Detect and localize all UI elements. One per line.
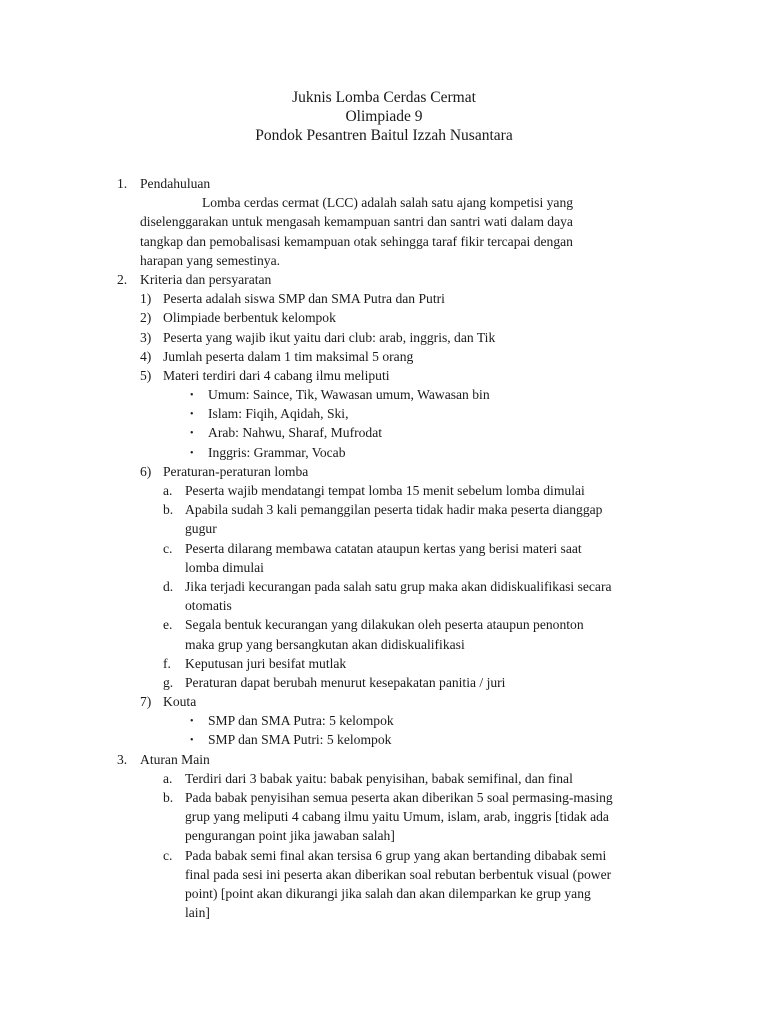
paragraph-line bbox=[0, 212, 768, 231]
lettered-item bbox=[0, 539, 768, 558]
lettered-item bbox=[0, 577, 768, 596]
lettered-text: Jika terjadi kecurangan pada salah satu grup maka akan didiskualifikasi secara bbox=[185, 578, 612, 594]
lettered-item-continuation bbox=[0, 884, 768, 903]
document-body bbox=[0, 174, 768, 922]
list-item-text: Kouta bbox=[163, 694, 197, 710]
list-marker: 2) bbox=[140, 310, 152, 326]
institution-name: Pondok Pesantren Baitul Izzah Nusantara bbox=[255, 127, 513, 144]
section-heading bbox=[0, 174, 768, 193]
paragraph-line bbox=[0, 232, 768, 251]
section-heading bbox=[0, 750, 768, 769]
paragraph-line bbox=[0, 193, 768, 212]
lettered-text: Keputusan juri besifat mutlak bbox=[185, 655, 347, 671]
document-title: Juknis Lomba Cerdas Cermat bbox=[292, 89, 476, 106]
list-marker: 6) bbox=[140, 463, 152, 479]
lettered-item-continuation bbox=[0, 596, 768, 615]
bullet-text: Inggris: Grammar, Vocab bbox=[208, 444, 346, 460]
bullet-text: SMP dan SMA Putra: 5 kelompok bbox=[208, 713, 394, 729]
bullet-text: Arab: Nahwu, Sharaf, Mufrodat bbox=[208, 425, 383, 441]
letter-marker: c. bbox=[163, 540, 173, 556]
lettered-item bbox=[0, 654, 768, 673]
list-marker: 1) bbox=[140, 291, 152, 307]
letter-marker: f. bbox=[163, 655, 171, 671]
lettered-text: maka grup yang bersangkutan akan didiskualifikasi bbox=[185, 636, 465, 652]
list-item bbox=[0, 347, 768, 366]
paragraph-text: tangkap dan pemobalisasi kemampuan otak sehingga taraf fikir tercapai dengan bbox=[140, 233, 573, 249]
bullet-icon: • bbox=[190, 428, 194, 440]
letter-marker: c. bbox=[163, 847, 173, 863]
list-item-text: Peraturan-peraturan lomba bbox=[163, 463, 309, 479]
paragraph-text: Lomba cerdas cermat (LCC) adalah salah satu ajang kompetisi yang bbox=[202, 195, 574, 211]
document-header bbox=[0, 88, 768, 145]
document-subtitle: Olimpiade 9 bbox=[345, 108, 423, 125]
lettered-text: gugur bbox=[185, 521, 217, 537]
lettered-text: Segala bentuk kecurangan yang dilakukan oleh peserta ataupun penonton bbox=[185, 617, 584, 633]
list-marker: 4) bbox=[140, 348, 152, 364]
lettered-item-continuation bbox=[0, 807, 768, 826]
letter-marker: g. bbox=[163, 674, 174, 690]
letter-marker: b. bbox=[163, 790, 174, 805]
bullet-item bbox=[0, 443, 768, 462]
bullet-icon: • bbox=[190, 716, 194, 728]
list-marker: 7) bbox=[140, 694, 152, 710]
paragraph-line bbox=[0, 251, 768, 270]
section-title: Pendahuluan bbox=[140, 176, 211, 191]
lettered-text: Peserta dilarang membawa catatan ataupun kertas yang berisi materi saat bbox=[185, 540, 582, 556]
lettered-item-continuation bbox=[0, 635, 768, 654]
lettered-item bbox=[0, 673, 768, 692]
bullet-item bbox=[0, 423, 768, 442]
section-title: Kriteria dan persyaratan bbox=[140, 271, 272, 287]
lettered-text: pengurangan point jika jawaban salah] bbox=[185, 828, 395, 844]
list-marker: 3) bbox=[140, 329, 152, 345]
lettered-item bbox=[0, 500, 768, 519]
lettered-item bbox=[0, 615, 768, 634]
section-number: 3. bbox=[117, 751, 128, 767]
letter-marker: a. bbox=[163, 483, 173, 498]
section-number: 1. bbox=[117, 176, 128, 191]
lettered-text: final pada sesi ini peserta akan diberikan soal rebutan berbentuk visual (power bbox=[185, 866, 612, 882]
list-marker: 5) bbox=[140, 367, 152, 383]
lettered-text: lain] bbox=[185, 905, 210, 921]
list-item bbox=[0, 462, 768, 481]
lettered-text: lomba dimulai bbox=[185, 559, 264, 575]
bullet-item bbox=[0, 404, 768, 423]
list-item-text: Olimpiade berbentuk kelompok bbox=[163, 310, 336, 326]
list-item-text: Materi terdiri dari 4 cabang ilmu meliputi bbox=[163, 367, 390, 383]
list-item bbox=[0, 289, 768, 308]
bullet-item bbox=[0, 385, 768, 404]
bullet-icon: • bbox=[190, 447, 194, 459]
list-item-text: Peserta adalah siswa SMP dan SMA Putra dan Putri bbox=[163, 291, 445, 307]
lettered-item-continuation bbox=[0, 558, 768, 577]
list-item bbox=[0, 692, 768, 711]
letter-marker: d. bbox=[163, 578, 174, 594]
lettered-item bbox=[0, 846, 768, 865]
lettered-item bbox=[0, 788, 768, 807]
lettered-text: Pada babak semi final akan tersisa 6 grup yang akan bertanding dibabak semi bbox=[185, 847, 607, 863]
list-item-text: Jumlah peserta dalam 1 tim maksimal 5 orang bbox=[163, 348, 414, 364]
lettered-item bbox=[0, 769, 768, 788]
lettered-item bbox=[0, 481, 768, 500]
bullet-text: Umum: Saince, Tik, Wawasan umum, Wawasan bin bbox=[208, 387, 490, 403]
section-title: Aturan Main bbox=[140, 751, 210, 767]
lettered-item-continuation bbox=[0, 903, 768, 922]
paragraph-text: diselenggarakan untuk mengasah kemampuan santri dan santri wati dalam daya bbox=[140, 214, 573, 230]
letter-marker: b. bbox=[163, 502, 174, 518]
bullet-icon: • bbox=[190, 409, 194, 421]
letter-marker: a. bbox=[163, 770, 173, 786]
bullet-icon: • bbox=[190, 390, 194, 402]
lettered-text: grup yang meliputi 4 cabang ilmu yaitu Umum, islam, arab, inggris [tidak ada bbox=[185, 809, 609, 825]
list-item bbox=[0, 328, 768, 347]
lettered-text: point) [point akan dikurangi jika salah dan akan dilemparkan ke grup yang bbox=[185, 885, 591, 901]
bullet-item bbox=[0, 730, 768, 749]
letter-marker: e. bbox=[163, 617, 173, 633]
bullet-text: Islam: Fiqih, Aqidah, Ski, bbox=[208, 406, 349, 422]
lettered-text: Terdiri dari 3 babak yaitu: babak penyisihan, babak semifinal, dan final bbox=[185, 770, 573, 786]
paragraph-text: harapan yang semestinya. bbox=[140, 252, 281, 268]
lettered-item-continuation bbox=[0, 519, 768, 538]
lettered-text: otomatis bbox=[185, 598, 232, 614]
bullet-icon: • bbox=[190, 735, 194, 747]
list-item bbox=[0, 308, 768, 327]
bullet-text: SMP dan SMA Putri: 5 kelompok bbox=[208, 732, 392, 748]
lettered-item-continuation bbox=[0, 826, 768, 845]
list-item-text: Peserta yang wajib ikut yaitu dari club: arab, inggris, dan Tik bbox=[163, 329, 496, 345]
section-number: 2. bbox=[117, 271, 128, 287]
section-heading bbox=[0, 270, 768, 289]
lettered-text: Apabila sudah 3 kali pemanggilan peserta tidak hadir maka peserta dianggap bbox=[185, 502, 603, 518]
lettered-text: Pada babak penyisihan semua peserta akan diberikan 5 soal permasing-masing bbox=[185, 790, 613, 805]
bullet-item bbox=[0, 711, 768, 730]
lettered-text: Peraturan dapat berubah menurut kesepakatan panitia / juri bbox=[185, 674, 506, 690]
list-item bbox=[0, 366, 768, 385]
lettered-item-continuation bbox=[0, 865, 768, 884]
lettered-text: Peserta wajib mendatangi tempat lomba 15 menit sebelum lomba dimulai bbox=[185, 483, 585, 498]
